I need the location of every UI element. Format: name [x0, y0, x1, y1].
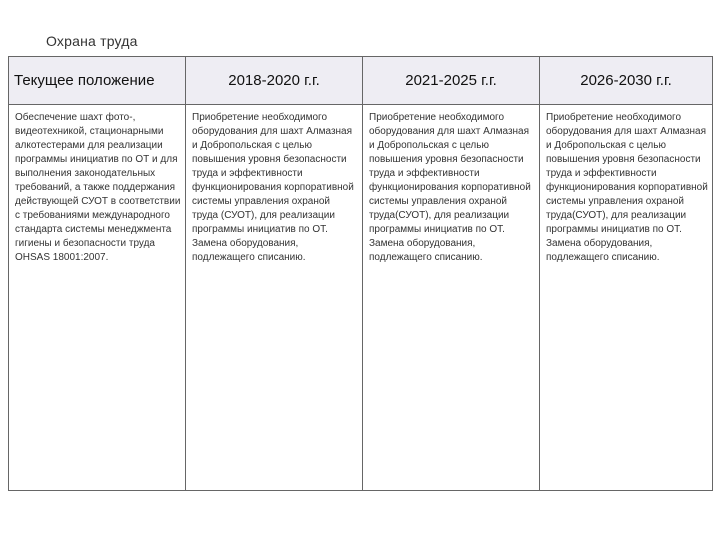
table-row	[9, 105, 713, 491]
header-period-2026-2030: 2026-2030 г.г.	[540, 57, 713, 105]
cell-period-2026-2030: Приобретение необходимого оборудования для шахт Алмазная и Добропольская с целью повышения уровня безопасности труда и эффективности функционирования корпоративной системы управления охраной труда(СУОТ), для реализации программы инициатив по ОТ. Замена оборудования, подлежащего списанию.	[540, 105, 713, 491]
plan-table	[8, 56, 713, 491]
cell-period-2021-2025: Приобретение необходимого оборудования для шахт Алмазная и Добропольская с целью повышения уровня безопасности труда и эффективности функционирования корпоративной системы управления охраной труда(СУОТ), для реализации программы инициатив по ОТ. Замена оборудования, подлежащего списанию.	[363, 105, 540, 491]
page-title: Охрана труда	[46, 33, 138, 49]
header-period-2021-2025: 2021-2025 г.г.	[363, 57, 540, 105]
table-header-row	[9, 57, 713, 105]
header-current-state: Текущее положение	[9, 57, 186, 105]
cell-current-state: Обеспечение шахт фото-, видеотехникой, стационарными алкотестерами для реализации программы инициатив по ОТ и для выполнения законодательных требований, а также поддержания действующей СУОТ в соответствии с требованиями международного стандарта системы менеджмента гигиены и безопасности труда OHSAS 18001:2007.	[9, 105, 186, 491]
cell-period-2018-2020: Приобретение необходимого оборудования для шахт Алмазная и Добропольская с целью повышения уровня безопасности труда и эффективности функционирования корпоративной системы управления охраной труда (СУОТ), для реализации программы инициатив по ОТ. Замена оборудования, подлежащего списанию.	[186, 105, 363, 491]
header-period-2018-2020: 2018-2020 г.г.	[186, 57, 363, 105]
